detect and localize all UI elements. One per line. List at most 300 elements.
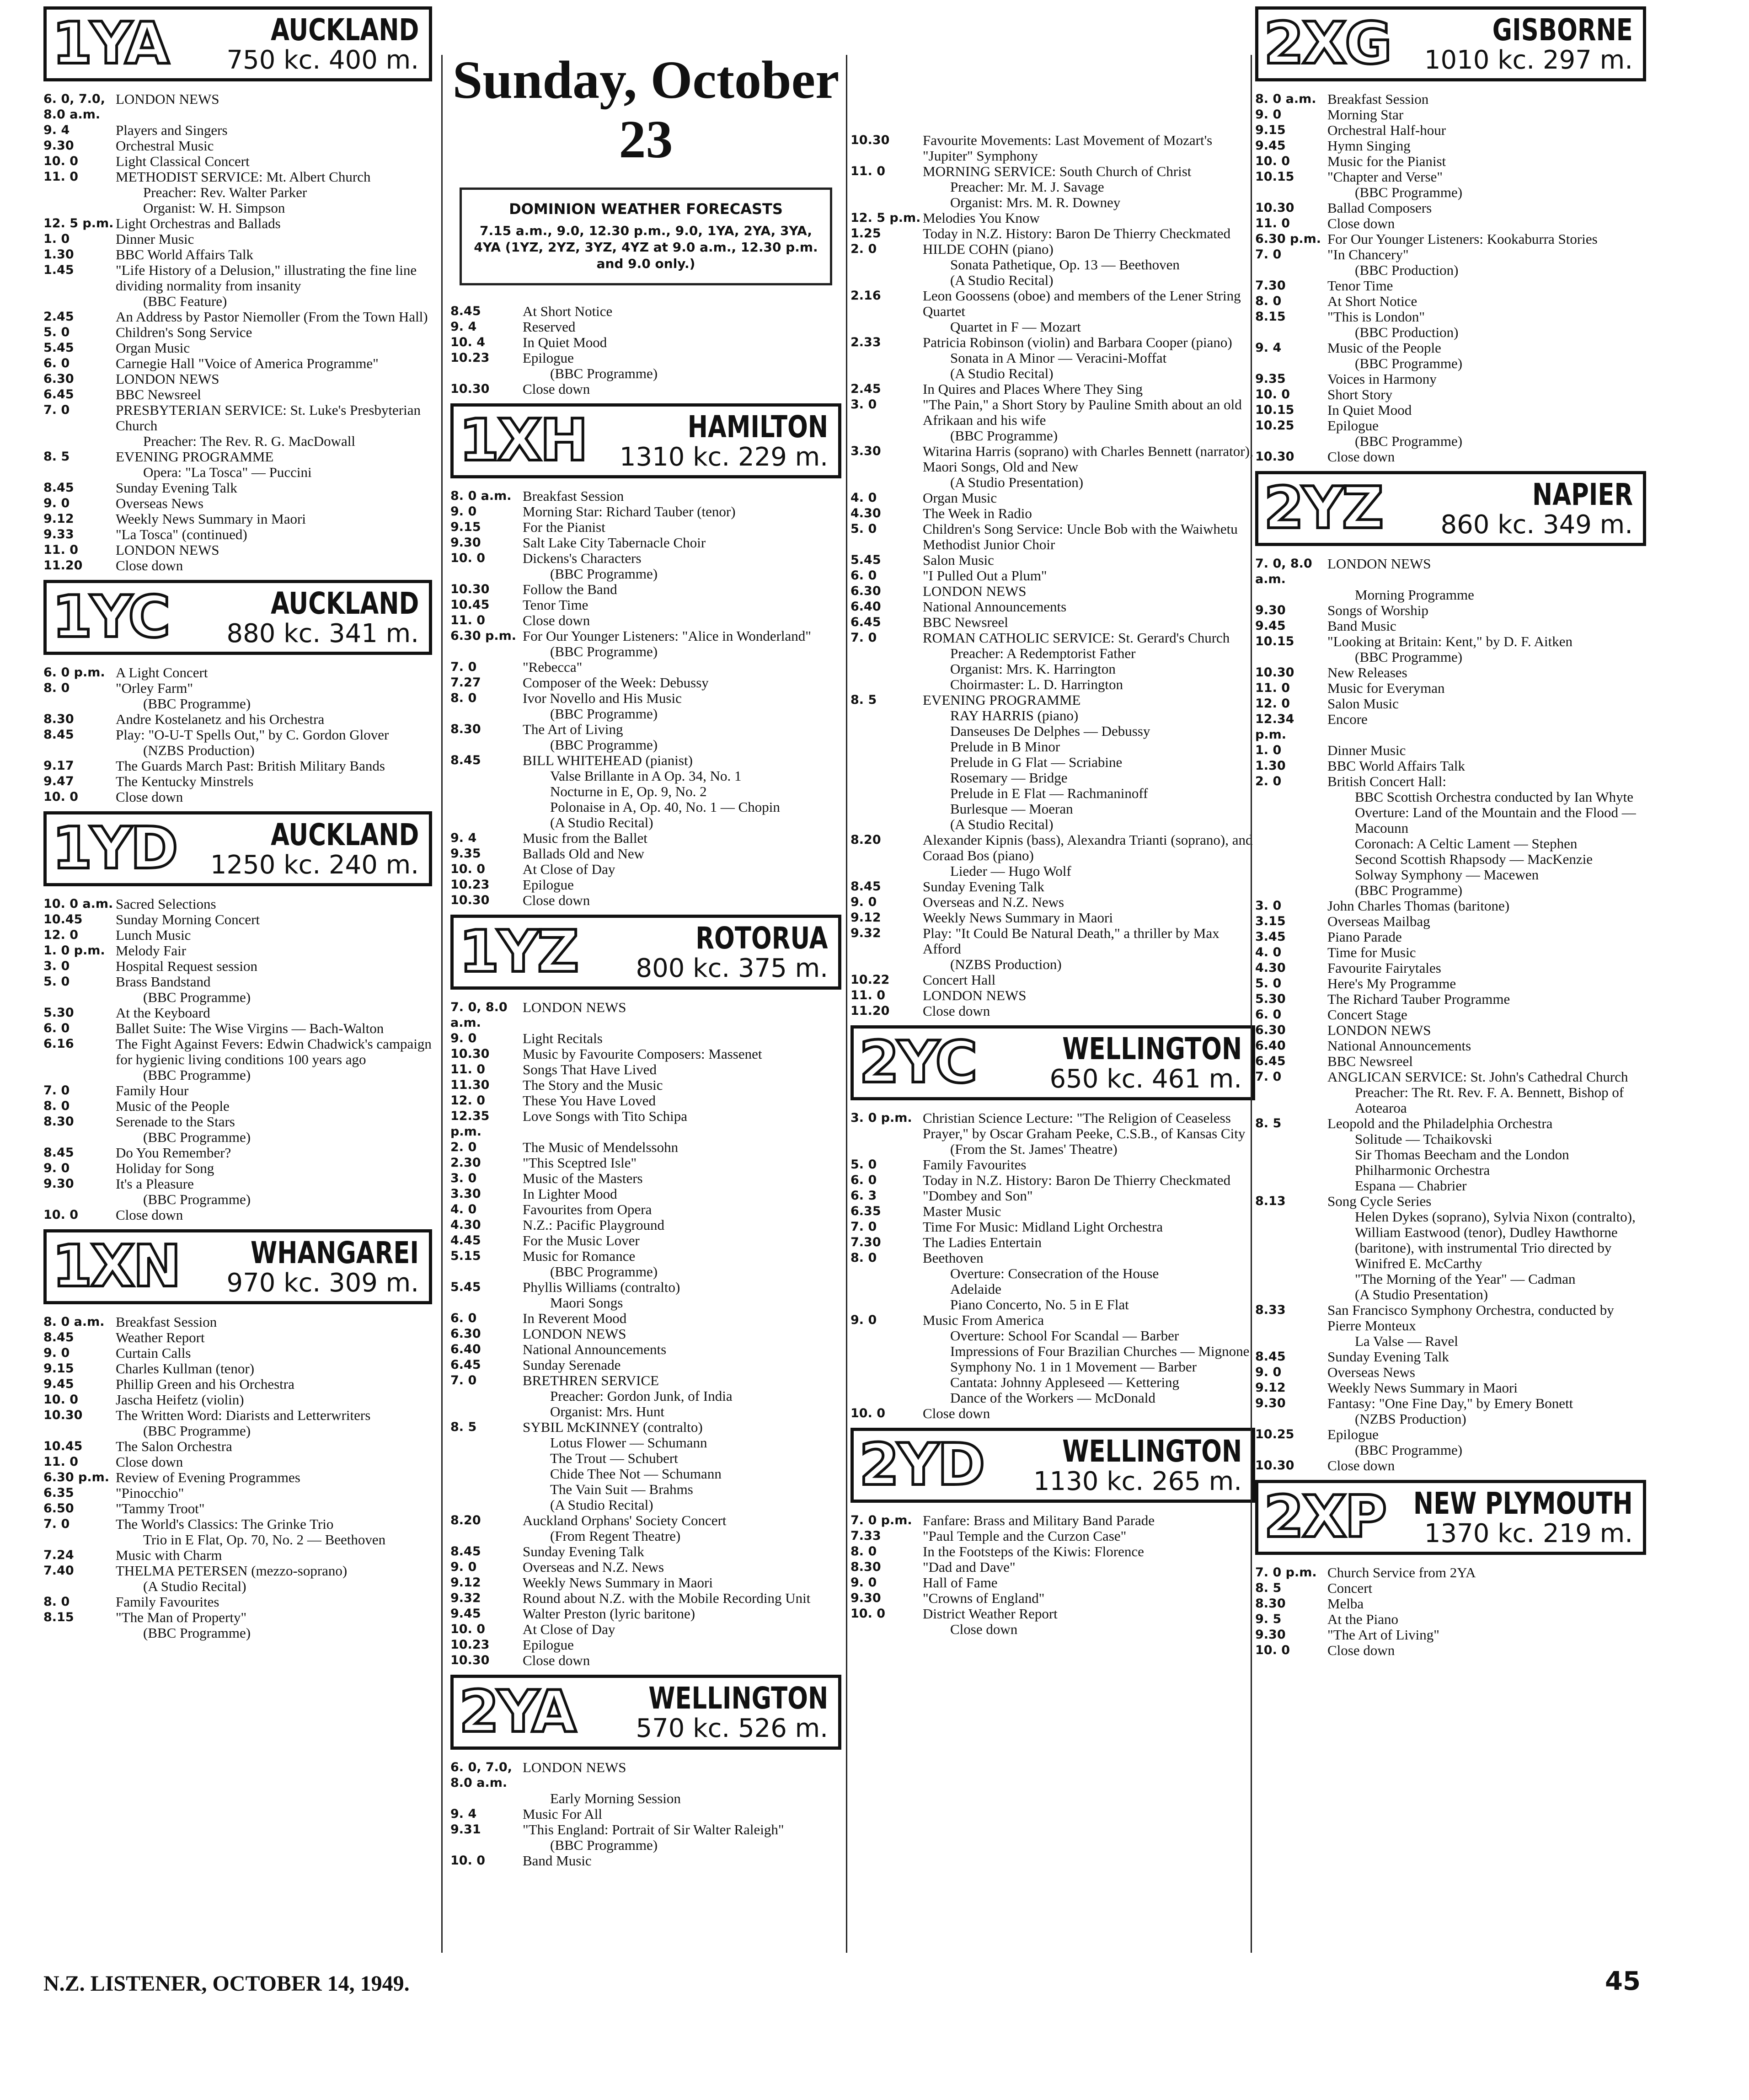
time: 9.15: [43, 1361, 74, 1376]
programme: Burlesque — Moeran: [950, 801, 1073, 817]
schedule-row: [43, 1083, 432, 1098]
time: 4. 0: [1255, 945, 1282, 959]
programme: Church Service from 2YA: [1327, 1564, 1476, 1580]
programme: Family Favourites: [923, 1157, 1027, 1173]
schedule-row: [850, 692, 1255, 708]
time: 2.30: [450, 1156, 481, 1170]
time: 5. 0: [850, 522, 877, 536]
programme: (NZBS Production): [1355, 1411, 1466, 1427]
programme: BRETHREN SERVICE: [523, 1372, 659, 1388]
programme: Organist: W. H. Simpson: [143, 200, 285, 216]
column-4: [1255, 0, 1646, 1962]
programme: LONDON NEWS: [523, 1759, 626, 1775]
schedule-row: [450, 1544, 841, 1559]
schedule: [43, 1314, 432, 1641]
schedule-row: [450, 1822, 841, 1838]
programme: Coronach: A Celtic Lament — Stephen: [1355, 836, 1578, 852]
programme: HILDE COHN (piano): [923, 241, 1054, 257]
station-city: WHANGAREI: [250, 1235, 419, 1270]
time: 7.27: [450, 675, 481, 690]
programme: Opera: "La Tosca" — Puccini: [143, 464, 312, 480]
programme: Morning Programme: [1355, 587, 1474, 603]
schedule-row: [43, 216, 432, 231]
programme: Organist: Mrs. Hunt: [550, 1404, 665, 1420]
time: 5. 0: [43, 975, 70, 989]
schedule-row: [850, 1344, 1255, 1359]
schedule-row: [43, 1454, 432, 1470]
schedule-row: [1255, 1627, 1646, 1643]
schedule-row: [850, 1622, 1255, 1637]
station-logo: 1YZ: [459, 918, 578, 985]
schedule-row: [850, 1559, 1255, 1575]
time: 9.30: [1255, 1628, 1286, 1642]
time: 6.45: [450, 1358, 481, 1372]
time: 9. 0: [43, 1346, 70, 1360]
schedule-row: [1255, 418, 1646, 434]
station-header: [850, 1428, 1255, 1503]
schedule-row: [850, 895, 1255, 910]
time: 8. 5: [1255, 1116, 1282, 1130]
time: 6.30 p.m.: [43, 1470, 109, 1484]
time: 11.30: [450, 1078, 490, 1092]
schedule-row: [1255, 1580, 1646, 1596]
station-city: AUCKLAND: [270, 12, 419, 48]
time: 6.45: [850, 615, 881, 629]
time: 9.12: [850, 911, 881, 925]
schedule-row: [450, 1031, 841, 1046]
schedule-row: [450, 381, 841, 397]
time: 8. 0: [850, 1251, 877, 1265]
station-logo: 2XG: [1264, 10, 1391, 77]
time: [850, 428, 923, 444]
programme: (A Studio Recital): [950, 816, 1054, 832]
schedule-row: [450, 722, 841, 737]
schedule: [850, 1513, 1255, 1637]
time: 6. 0, 7.0, 8.0 a.m.: [450, 1760, 512, 1790]
schedule-row: [43, 1130, 432, 1145]
programme: Solitude — Tchaikovski: [1355, 1131, 1492, 1147]
time: 9.30: [1255, 1396, 1286, 1410]
time: 8. 0: [43, 1595, 70, 1609]
programme: (From the St. James' Theatre): [950, 1141, 1118, 1157]
time: 8.45: [1255, 1350, 1286, 1364]
schedule-row: [850, 708, 1255, 723]
time: [43, 185, 116, 200]
programme: Sunday Evening Talk: [923, 879, 1044, 895]
schedule-row: [43, 1532, 432, 1548]
programme: Favourite Fairytales: [1327, 960, 1441, 976]
station-header: [43, 6, 432, 81]
programme: Master Music: [923, 1203, 1001, 1219]
programme: Ballads Old and New: [523, 846, 645, 862]
time: 10. 0: [43, 154, 79, 168]
programme: Light Recitals: [523, 1030, 603, 1046]
programme: "The Morning of the Year" — Cadman: [1355, 1271, 1576, 1287]
time: 5.45: [450, 1280, 481, 1294]
station-frequency: 1010 kc. 297 m.: [1424, 45, 1633, 75]
programme: Preacher: A Redemptorist Father: [950, 645, 1136, 661]
programme: Close down: [116, 557, 183, 573]
time: 8.45: [450, 304, 481, 318]
time: 2. 0: [450, 1140, 477, 1154]
programme: Symphony No. 1 in 1 Movement — Barber: [950, 1359, 1197, 1375]
time: 6. 3: [850, 1189, 877, 1203]
schedule-row: [450, 566, 841, 582]
schedule-row: [850, 1188, 1255, 1204]
column-rule: [846, 55, 847, 1953]
programme: Close down: [1327, 1642, 1395, 1658]
time: 9.35: [450, 846, 481, 861]
schedule-row: [450, 1280, 841, 1295]
time: [850, 179, 923, 195]
schedule-row: [1255, 309, 1646, 325]
schedule-row: [450, 1420, 841, 1435]
station-header: [1255, 6, 1646, 81]
programme: Lunch Music: [116, 927, 191, 943]
programme: Prelude in E Flat — Rachmaninoff: [950, 785, 1148, 801]
time: 6.30 p.m.: [1255, 232, 1321, 246]
schedule-row: [43, 943, 432, 959]
schedule-row: [450, 1513, 841, 1528]
time: 6. 0: [43, 1021, 70, 1035]
schedule-row: [43, 1192, 432, 1207]
programme: Dinner Music: [116, 231, 194, 247]
schedule-row: [450, 335, 841, 350]
programme: BBC World Affairs Talk: [116, 246, 254, 262]
schedule-row: [43, 1439, 432, 1454]
programme: Dickens's Characters: [523, 550, 642, 566]
programme: (From Regent Theatre): [550, 1528, 681, 1544]
schedule-row: [1255, 929, 1646, 945]
programme: (A Studio Recital): [950, 365, 1054, 381]
schedule-row: [43, 558, 432, 573]
time: 8.45: [43, 1146, 74, 1160]
schedule-row: [43, 154, 432, 169]
programme: BBC Newsreel: [116, 386, 201, 402]
time: 8. 0 a.m.: [450, 489, 512, 503]
schedule-row: [1255, 836, 1646, 852]
time: 11. 0: [850, 164, 886, 178]
time: 10. 0: [43, 1393, 79, 1407]
programme: (BBC Programme): [550, 643, 658, 659]
schedule-row: [850, 1297, 1255, 1312]
programme: (BBC Programme): [1355, 355, 1463, 371]
schedule-row: [850, 428, 1255, 444]
station-1YZ: [450, 915, 841, 1668]
programme: Lieder — Hugo Wolf: [950, 863, 1071, 879]
station-1XN: [43, 1229, 432, 1641]
programme: Fantasy: "One Fine Day," by Emery Bonett: [1327, 1395, 1573, 1411]
page-number: 45: [1605, 1966, 1641, 1996]
time: 8. 0: [43, 1099, 70, 1113]
programme: "In Chancery": [1327, 246, 1409, 262]
schedule-row: [450, 1248, 841, 1264]
column-2: [450, 0, 841, 1962]
schedule-row: [43, 758, 432, 774]
time: [1255, 805, 1327, 836]
schedule-row: [850, 1606, 1255, 1622]
station-2YZ: [1255, 471, 1646, 1473]
schedule-row: [850, 817, 1255, 832]
station-1XH: [450, 304, 841, 908]
schedule-row: [850, 1390, 1255, 1406]
schedule: [43, 896, 432, 1223]
programme: (BBC Programme): [143, 1625, 251, 1641]
time: [850, 739, 923, 755]
schedule-row: [850, 568, 1255, 584]
programme: (BBC Programme): [1355, 184, 1463, 200]
schedule-row: [850, 832, 1255, 863]
programme: At Close of Day: [523, 861, 615, 877]
schedule-row: [1255, 960, 1646, 976]
schedule-row: [43, 743, 432, 758]
programme: Solway Symphony — Macewen: [1355, 867, 1539, 883]
programme: In Quiet Mood: [1327, 402, 1412, 418]
schedule-row: [43, 511, 432, 527]
schedule-row: [1255, 805, 1646, 836]
time: [450, 1466, 523, 1482]
time: 10. 0: [850, 1607, 886, 1621]
schedule-row: [850, 1219, 1255, 1235]
time: [850, 723, 923, 739]
time: [1255, 836, 1327, 852]
schedule-row: [1255, 665, 1646, 680]
programme: In Reverent Mood: [523, 1310, 627, 1326]
time: [450, 737, 523, 753]
programme: Band Music: [523, 1853, 592, 1869]
time: 10. 0: [1255, 387, 1290, 402]
time: [1255, 867, 1327, 883]
time: 10.30: [450, 582, 490, 596]
programme: Sunday Evening Talk: [523, 1543, 644, 1559]
schedule-row: [43, 340, 432, 356]
schedule-row: [43, 496, 432, 511]
schedule-row: [450, 1233, 841, 1248]
time: 9.32: [450, 1591, 481, 1605]
time: [850, 801, 923, 817]
time: [450, 1791, 523, 1806]
schedule-row: [1255, 852, 1646, 867]
programme: Music from the Ballet: [523, 830, 647, 846]
schedule-row: [43, 231, 432, 247]
station-city: WELLINGTON: [648, 1681, 828, 1716]
programme: "Dombey and Son": [923, 1188, 1033, 1204]
programme: (BBC Programme): [143, 1191, 251, 1207]
programme: Epilogue: [1327, 418, 1379, 434]
schedule-row: [850, 677, 1255, 692]
station-header: [43, 580, 432, 655]
schedule-row: [850, 1266, 1255, 1281]
programme: Organist: Mrs. K. Harrington: [950, 661, 1116, 677]
programme: PRESBYTERIAN SERVICE: St. Luke's Presbyterian Church: [116, 402, 421, 434]
time: 9. 0: [43, 496, 70, 510]
programme: The Salon Orchestra: [116, 1438, 232, 1454]
schedule-row: [1255, 169, 1646, 185]
programme: "Tammy Troot": [116, 1500, 205, 1516]
programme: Charles Kullman (tenor): [116, 1361, 255, 1377]
time: [1255, 1209, 1327, 1271]
schedule-row: [450, 1046, 841, 1062]
schedule-row: [450, 659, 841, 675]
programme: Preacher: Mr. M. J. Savage: [950, 179, 1104, 195]
station-2YA-continued: [850, 133, 1255, 1019]
time: [850, 863, 923, 879]
programme: Espana — Chabrier: [1355, 1178, 1467, 1194]
time: 7.24: [43, 1548, 74, 1562]
programme: BBC World Affairs Talk: [1327, 758, 1466, 774]
programme: Andre Kostelanetz and his Orchestra: [116, 711, 325, 727]
programme: Piano Concerto, No. 5 in E Flat: [950, 1296, 1129, 1312]
schedule-row: [1255, 1565, 1646, 1580]
schedule-row: [850, 366, 1255, 381]
schedule-row: [1255, 649, 1646, 665]
time: 10. 0: [43, 790, 79, 804]
time: 9. 0: [850, 1313, 877, 1327]
programme: LONDON NEWS: [1327, 1022, 1431, 1038]
schedule-row: [450, 1140, 841, 1155]
schedule-row: [43, 665, 432, 680]
programme: Breakfast Session: [523, 488, 624, 504]
time: 10.30: [1255, 1458, 1294, 1473]
time: 9.32: [850, 926, 881, 940]
time: 3.45: [1255, 930, 1286, 944]
programme: "Orley Farm": [116, 680, 193, 696]
programme: Sonata Pathetique, Op. 13 — Beethoven: [950, 257, 1180, 273]
programme: Weekly News Summary in Maori: [116, 511, 306, 527]
time: 9.15: [450, 520, 481, 534]
time: 10.45: [43, 912, 83, 927]
time: [43, 696, 116, 712]
programme: (BBC Programme): [550, 365, 658, 381]
schedule-row: [850, 1375, 1255, 1390]
time: 9. 4: [450, 1807, 477, 1821]
schedule-row: [450, 551, 841, 566]
programme: "Looking at Britain: Kent," by D. F. Aitken: [1327, 633, 1573, 649]
programme: (BBC Programme): [143, 1067, 251, 1083]
programme: Leon Goossens (oboe) and members of the Lener String Quartet: [923, 288, 1241, 319]
schedule-row: [43, 169, 432, 185]
schedule-row: [850, 1173, 1255, 1188]
schedule-row: [43, 1516, 432, 1532]
time: [850, 770, 923, 786]
schedule-row: [1255, 603, 1646, 618]
programme: Overseas and N.Z. News: [523, 1559, 664, 1575]
programme: "Dad and Dave": [923, 1559, 1016, 1575]
schedule-row: [43, 1485, 432, 1501]
time: 10.30: [450, 382, 490, 396]
time: 9. 0: [450, 504, 477, 519]
programme: Time for Music: [1327, 944, 1416, 960]
time: 12. 0: [450, 1093, 486, 1108]
time: 9. 0: [1255, 107, 1282, 122]
time: 7. 0: [450, 660, 477, 674]
programme: "The Man of Property": [116, 1609, 247, 1625]
programme: Jascha Heifetz (violin): [116, 1392, 244, 1408]
time: 9. 0: [450, 1560, 477, 1574]
station-header: [850, 1025, 1255, 1100]
schedule-row: [1255, 556, 1646, 587]
schedule-row: [1255, 356, 1646, 371]
time: [1255, 1131, 1327, 1147]
schedule: [1255, 556, 1646, 1473]
time: 3. 0: [1255, 899, 1282, 913]
schedule-row: [1255, 1054, 1646, 1069]
station-frequency: 800 kc. 375 m.: [636, 954, 828, 983]
programme: Prelude in B Minor: [950, 739, 1060, 755]
schedule-row: [43, 449, 432, 465]
programme: (BBC Programme): [1355, 1442, 1463, 1458]
programme: The Guards March Past: British Military Bands: [116, 758, 385, 774]
programme: At Short Notice: [1327, 293, 1417, 309]
programme: Songs That Have Lived: [523, 1061, 657, 1077]
programme: The Written Word: Diarists and Letterwriters: [116, 1407, 371, 1423]
time: 5.30: [43, 1006, 74, 1020]
schedule-row: [450, 1373, 841, 1388]
time: 7. 0 p.m.: [850, 1513, 912, 1527]
time: 4.30: [450, 1218, 481, 1232]
schedule-row: [1255, 867, 1646, 883]
schedule-row: [850, 723, 1255, 739]
time: 3.30: [850, 444, 881, 458]
programme: Melodies You Know: [923, 210, 1040, 226]
programme: Today in N.Z. History: Baron De Thierry Checkmated: [923, 225, 1231, 241]
programme: These You Have Loved: [523, 1093, 656, 1109]
programme: Do You Remember?: [116, 1145, 231, 1161]
schedule-row: [43, 542, 432, 558]
programme: Salon Music: [1327, 696, 1399, 712]
time: 9. 4: [450, 320, 477, 334]
programme: Sunday Evening Talk: [116, 480, 237, 496]
time: [1255, 1178, 1327, 1194]
programme: National Announcements: [523, 1341, 667, 1357]
programme: Sir Thomas Beecham and the London Philharmonic Orchestra: [1355, 1146, 1569, 1178]
schedule-row: [850, 1591, 1255, 1606]
time: 1. 0: [1255, 743, 1282, 757]
time: [850, 817, 923, 832]
time: 5.45: [43, 341, 74, 355]
programme: Sacred Selections: [116, 896, 216, 912]
programme: Close down: [1327, 215, 1395, 231]
schedule-row: [43, 325, 432, 340]
time: [450, 1295, 523, 1311]
time: 8. 0: [450, 691, 477, 705]
time: 6. 0: [450, 1311, 477, 1325]
programme: BILL WHITEHEAD (pianist): [523, 752, 693, 768]
programme: (BBC Programme): [550, 737, 658, 753]
programme: Band Music: [1327, 618, 1396, 634]
schedule-row: [1255, 1365, 1646, 1380]
schedule-row: [43, 200, 432, 216]
time: 7.40: [43, 1564, 74, 1578]
time: 9.12: [450, 1575, 481, 1590]
schedule-row: [850, 1513, 1255, 1528]
time: [850, 1141, 923, 1157]
programme: "The Art of Living": [1327, 1627, 1439, 1643]
time: 9. 4: [43, 123, 70, 137]
time: 11. 0: [450, 1062, 486, 1077]
schedule: [850, 1110, 1255, 1421]
time: 10.23: [450, 878, 490, 892]
schedule-row: [43, 402, 432, 434]
schedule-row: [850, 1157, 1255, 1173]
time: 9. 5: [1255, 1612, 1282, 1626]
station-1YC: [43, 580, 432, 805]
programme: Review of Evening Programmes: [116, 1469, 300, 1485]
time: 8.45: [450, 1544, 481, 1559]
time: 10.25: [1255, 418, 1294, 433]
schedule-row: [1255, 1131, 1646, 1147]
station-header: [43, 1229, 432, 1304]
